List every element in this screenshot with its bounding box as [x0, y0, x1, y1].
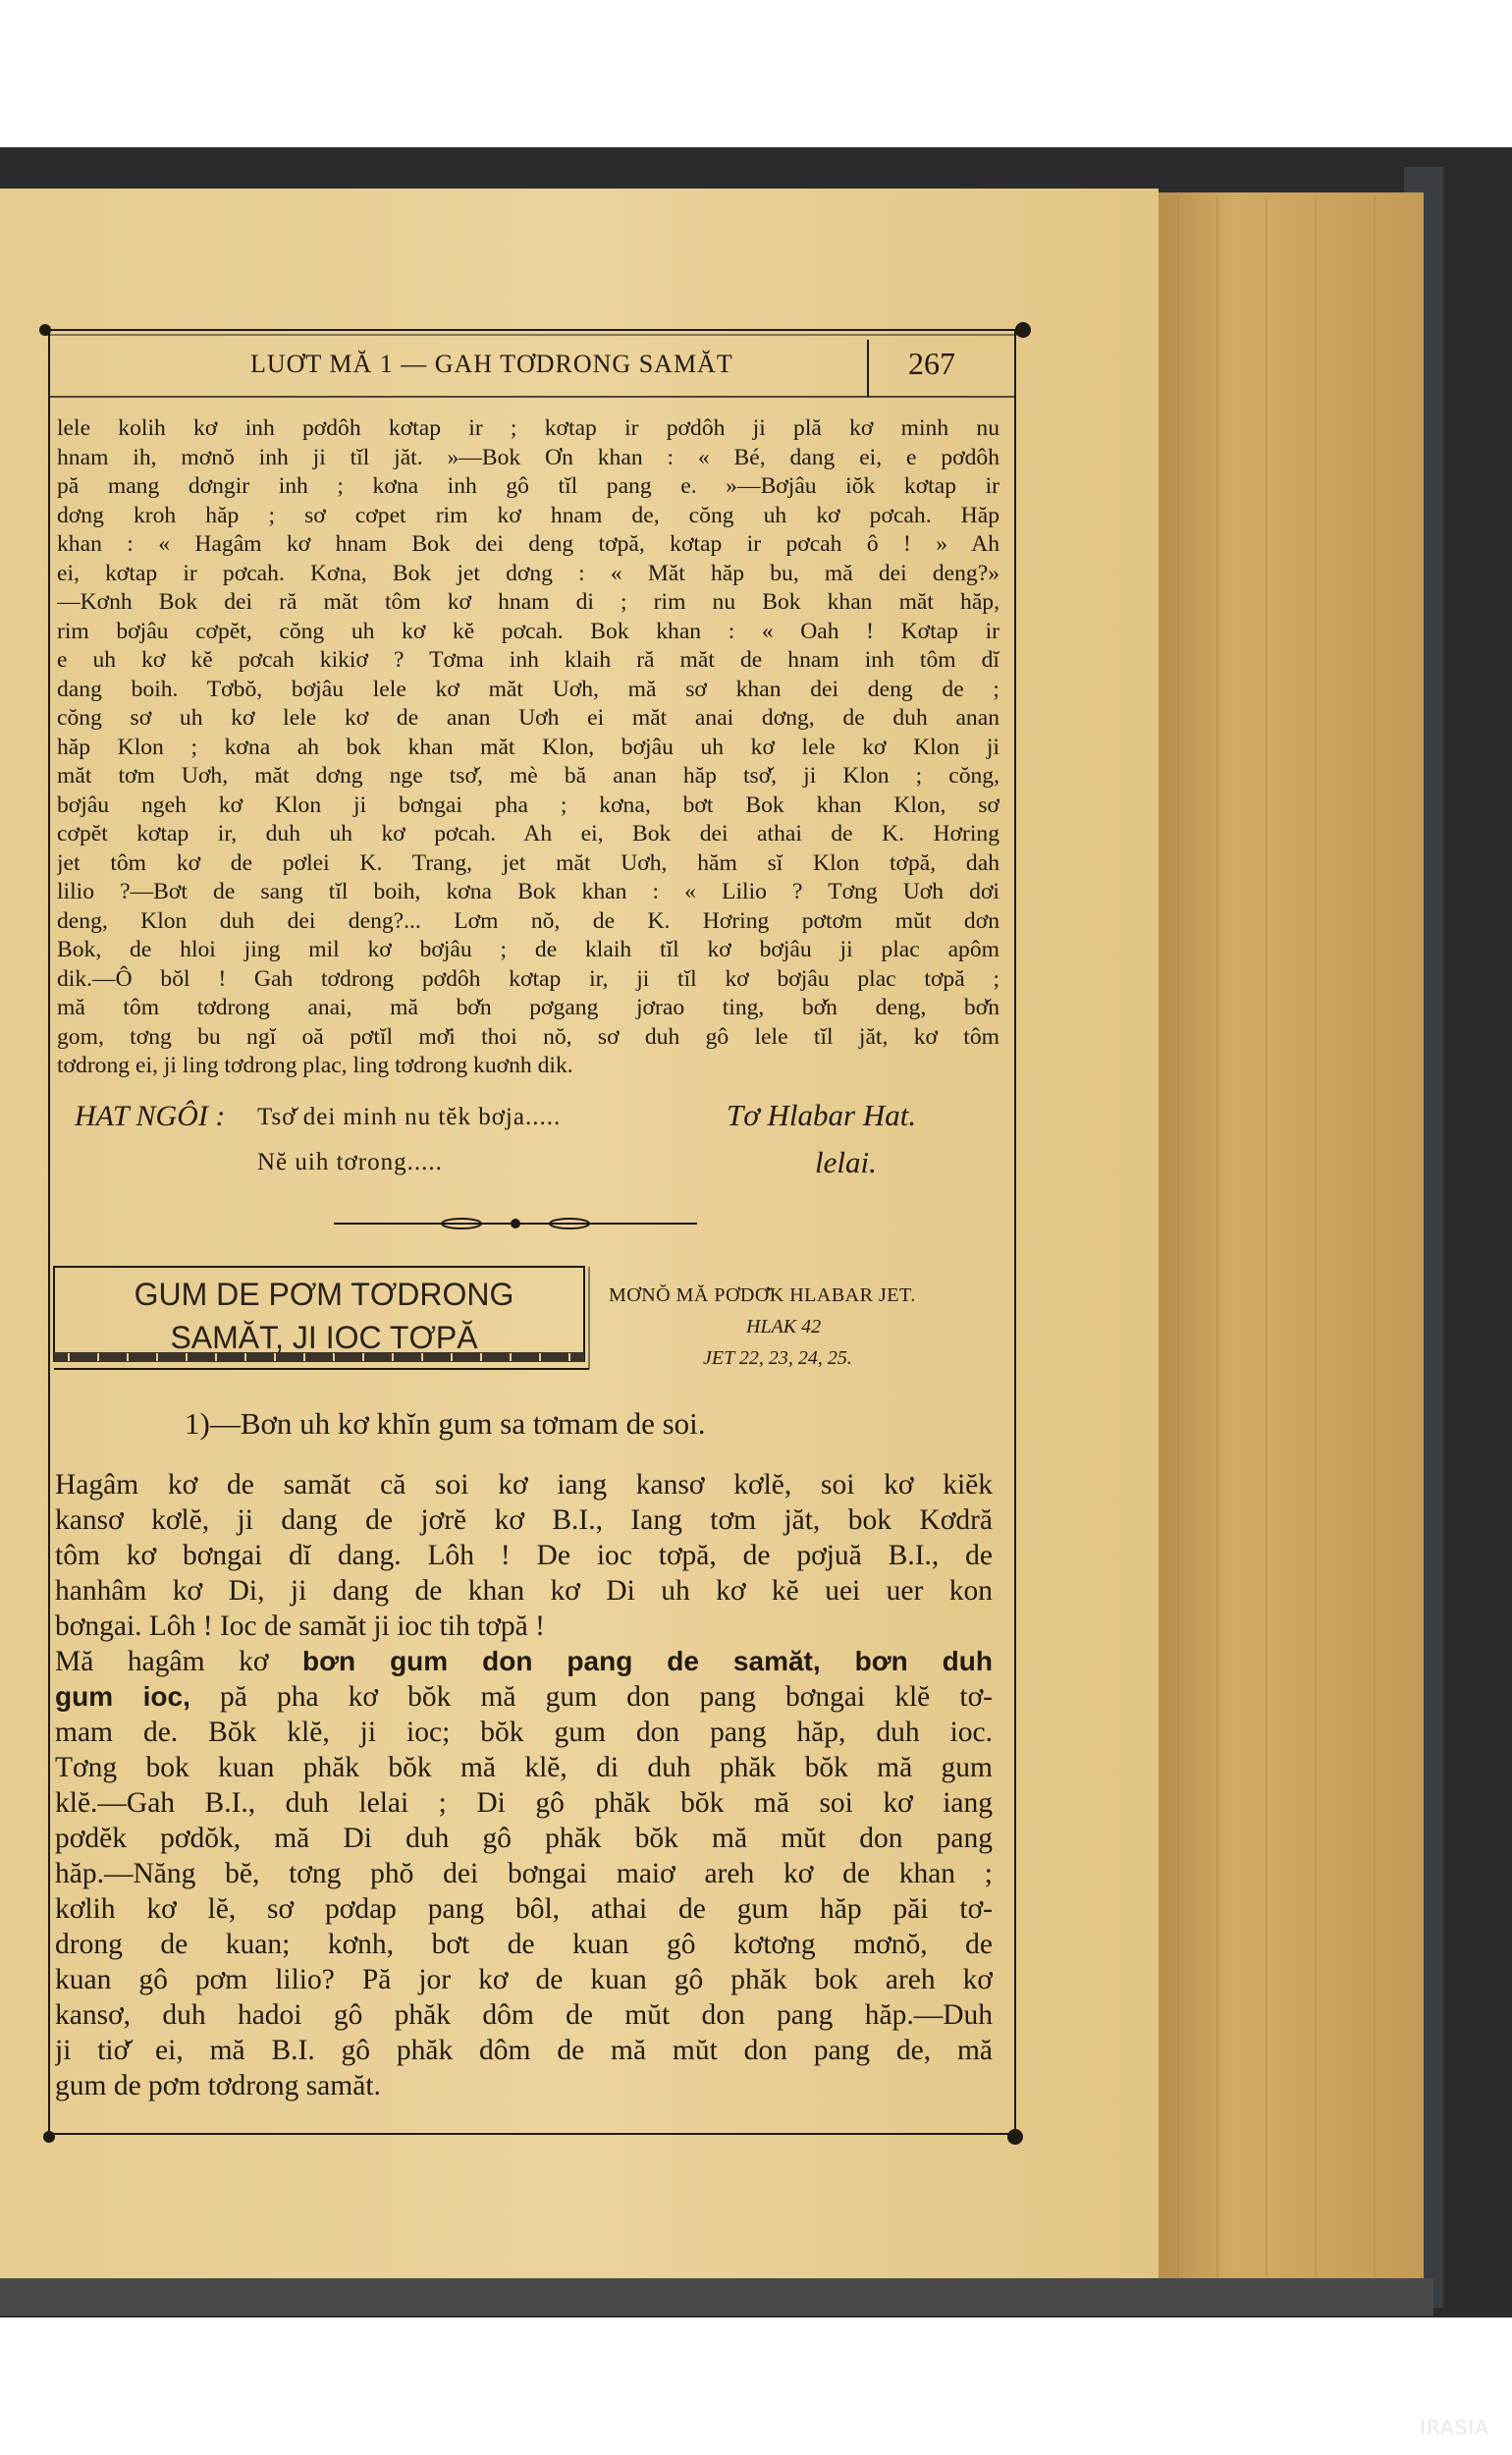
- text-line: mă tôm tơdrong anai, mă bơ̆n pơgang jơrao ting, bơ̆n deng, bơ̆n: [57, 995, 999, 1020]
- text-line: ji tiơ̆ ei, mă B.I. gô phăk dôm de mă mŭt don pang de, mă: [55, 2035, 993, 2066]
- text-line: pă mang dơngir inh ; kơna inh gô tĭl pang e. »—Bơjâu iŏk kơtap ir: [57, 473, 999, 499]
- hat-ngoi-note: lelai.: [815, 1145, 877, 1179]
- text-line: cơpĕt kơtap ir, duh uh kơ pơcah. Ah ei, Bok dei athai de K. Hơring: [57, 821, 999, 846]
- paragraph-2: [55, 1467, 993, 2103]
- text-line: gom, tơng bu ngĭ oă pơtĭl mơ̆i thoi nŏ, sơ duh gô lele tĭl jăt, kơ tôm: [57, 1023, 999, 1050]
- text-line: klĕ.—Gah B.I., duh lelai ; Di gô phăk bŏk mă soi kơ iang: [55, 1787, 993, 1819]
- section-reference-3: JET 22, 23, 24, 25.: [703, 1347, 852, 1369]
- page-number: 267: [908, 346, 955, 381]
- section-title-line-2: SAMĂT, JI IOC TƠPĂ: [170, 1320, 478, 1355]
- text-line-mixed: [55, 1644, 993, 1679]
- text-line: măt tơm Uơh, măt dơng nge tsơ̆, mè bă anan hăp tsơ̆, ji Klon ; cŏng,: [57, 763, 999, 789]
- bold-emphasis: gum ioc,: [55, 1681, 190, 1712]
- text-line: dang boih. Tơbŏ, bơjâu lele kơ măt Uơh, mă sơ khan dei deng de ;: [57, 676, 999, 702]
- page-edge-stack: [1159, 192, 1424, 2278]
- text-line: hanhâm kơ Di, ji dang de khan kơ Di uh kơ kĕ uei uer kon: [55, 1575, 993, 1607]
- section-reference-1: MƠNŎ MĂ PƠDƠ̆K HLABAR JET.: [609, 1284, 916, 1306]
- text-line: lilio ?—Bơt de sang tĭl boih, kơna Bok khan : « Lilio ? Tơng Uơh dơi: [57, 879, 999, 904]
- corner-ornament-tl: [39, 324, 51, 336]
- paragraph-1: [57, 414, 999, 1081]
- text-line: drong de kuan; kơnh, bơt de kuan gô kơtơng mơnŏ, de: [55, 1929, 993, 1960]
- corner-ornament-br: [1007, 2129, 1023, 2145]
- bold-emphasis: bơn gum don pang de samăt, bơn duh: [302, 1646, 993, 1676]
- text-line: Hagâm kơ de samăt că soi kơ iang kansơ kơlĕ, soi kơ kiĕk: [55, 1469, 993, 1500]
- text-line: bơngai. Lôh ! Ioc de samăt ji ioc tih tơpă !: [55, 1610, 545, 1642]
- text-line: gum de pơm tơdrong samăt.: [55, 2070, 381, 2101]
- text-line: Bok, de hloi jing mil kơ bơjâu ; de klaih tĭl kơ bơjâu ji plac apôm: [57, 937, 999, 962]
- text-line: tơdrong ei, ji ling tơdrong plac, ling tơdrong kuơnh dik.: [57, 1053, 573, 1078]
- text-line: rim bơjâu cơpĕt, cŏng uh kơ kĕ pơcah. Bok khan : « Oah ! Kơtap ir: [57, 618, 999, 644]
- text-line: —Kơnh Bok dei ră măt tôm kơ hnam di ; rim nu Bok khan măt hăp,: [57, 589, 999, 615]
- hat-ngoi-label: HAT NGÔI :: [75, 1100, 226, 1132]
- text-line: hăp Klon ; kơna ah bok khan măt Klon, bơjâu uh kơ lele kơ Klon ji: [57, 734, 999, 760]
- text-line: tôm kơ bơngai dĭ dang. Lôh ! De ioc tơpă, de pơjuă B.I., de: [55, 1540, 993, 1571]
- text-line: e uh kơ kĕ pơcah kikiơ ? Tơmа inh klaih ră măt de hnam inh tôm dĭ: [57, 647, 999, 673]
- text-line: mam de. Bŏk klĕ, ji ioc; bŏk gum don pang hăp, duh ioc.: [55, 1717, 993, 1748]
- text-line: bơjâu ngeh kơ Klon ji bơngai pha ; kơna, bơt Bok khan Klon, sơ: [57, 791, 999, 818]
- text-line: khan : « Hagâm kơ hnam Bok dei deng tơpă, kơtap ir pơcah ô ! » Ah: [57, 531, 999, 557]
- text-line: lele kolih kơ inh pơdôh kơtap ir ; kơtap ir pơdôh ji plă kơ minh nu: [57, 415, 999, 441]
- text-line-mixed: [55, 1679, 993, 1715]
- text-run: Mă hagâm kơ: [55, 1646, 269, 1677]
- text-line: kuan gô pơm lilio? Pă jor kơ de kuan gô phăk bok areh kơ: [55, 1964, 993, 1995]
- watermark: IRASIA: [1420, 2416, 1489, 2439]
- section-title: [69, 1273, 579, 1359]
- text-line: kansơ, duh hadoi gô phăk dôm de mŭt don pang hăp.—Duh: [55, 1999, 993, 2031]
- text-line: ei, kơtap ir pơcah. Kơna, Bok jet dơng : « Măt hăp bu, mă dei deng?»: [57, 560, 999, 586]
- section-title-line-1: GUM DE PƠM TƠDRONG: [134, 1277, 514, 1312]
- section-reference-2: HLAK 42: [746, 1316, 822, 1337]
- bottom-shadow: [0, 2278, 1433, 2316]
- hat-ngoi-line-1: Tsơ̆ dei minh nu tĕk bơja.....: [257, 1104, 562, 1130]
- text-line: kansơ kơlĕ, ji dang de jơrĕ kơ B.I., Iang tơm jăt, bok Kơdră: [55, 1504, 993, 1536]
- hat-ngoi-source: Tơ Hlabar Hat.: [727, 1098, 917, 1132]
- text-line: hăp.—Năng bĕ, tơng phŏ dei bơngai maiơ areh kơ de khan ;: [55, 1858, 993, 1889]
- text-line: dơng kroh hăp ; sơ cơpet rim kơ hnam de, cŏng uh kơ pơcah. Hăp: [57, 502, 999, 528]
- text-line: deng, Klon duh dei deng?... Lơm nŏ, de K. Hơring pơtơm mŭt dơn: [57, 907, 999, 934]
- corner-ornament-bl: [43, 2131, 55, 2143]
- text-line: jet tôm kơ de pơlei K. Trang, jet măt Uơh, hăm sĭ Klon tơpă, dah: [57, 849, 999, 876]
- text-run: pă pha kơ bŏk mă gum don pang bơngai klĕ tơ-: [219, 1681, 993, 1713]
- text-line: pơdĕk pơdŏk, mă Di duh gô phăk bŏk mă mŭt don pang: [55, 1823, 993, 1854]
- text-line: cŏng sơ uh kơ lele kơ de anan Uơh ei măt anai dơng, de duh anan: [57, 705, 999, 731]
- text-line: dik.—Ô bŏl ! Gah tơdrong pơdôh kơtap ir, ji tĭl kơ bơjâu plac tơpă ;: [57, 965, 999, 992]
- running-header-title: LUƠT MĂ 1 — GAH TƠDRONG SAMĂT: [250, 350, 733, 378]
- hat-ngoi-line-2: Nĕ uih tơrong.....: [257, 1149, 443, 1175]
- text-line: Tơng bok kuan phăk bŏk mă klĕ, di duh phăk bŏk mă gum: [55, 1752, 993, 1783]
- subheading: 1)—Bơn uh kơ khĭn gum sa tơmam de soi.: [185, 1406, 706, 1441]
- corner-ornament-tr: [1015, 322, 1031, 338]
- text-line: kơlih kơ lĕ, sơ pơdap pang bôl, athai de gum hăp păi tơ-: [55, 1893, 993, 1925]
- text-line: hnam ih, mơnŏ inh ji tĭl jăt. »—Bok Ơn khan : « Bé, dang ei, e pơdôh: [57, 444, 999, 470]
